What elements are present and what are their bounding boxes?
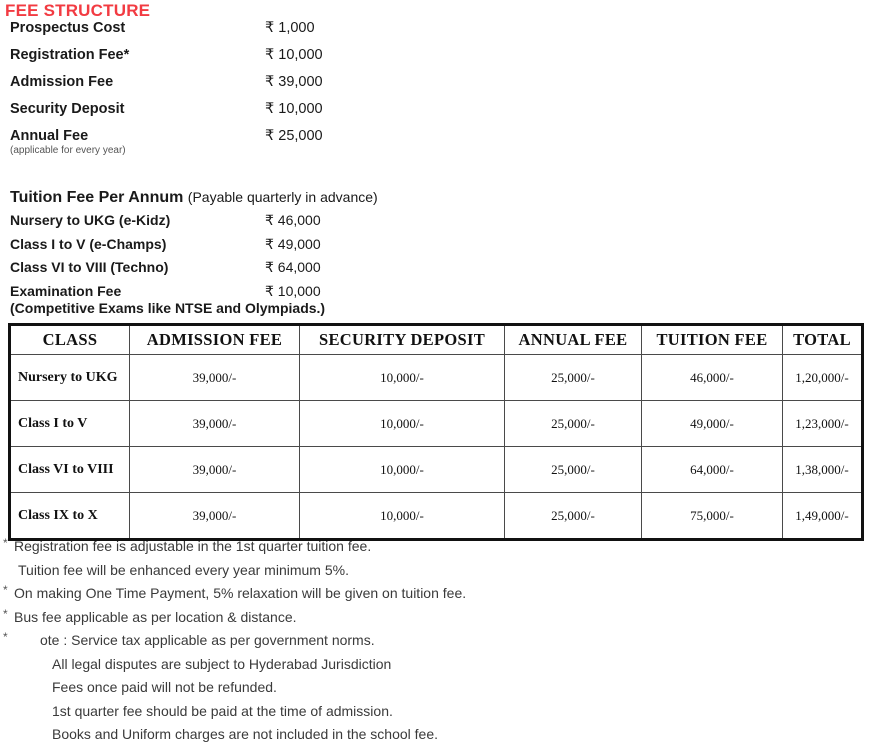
cell-annual: 25,000/- bbox=[505, 493, 642, 540]
cell-tuition: 75,000/- bbox=[642, 493, 783, 540]
fee-value: ₹ 10,000 bbox=[265, 47, 323, 63]
footnote-text: Fees once paid will not be refunded. bbox=[52, 679, 277, 695]
bullet-icon: * bbox=[3, 630, 8, 644]
cell-class: Class I to V bbox=[10, 401, 130, 447]
footnote-item bbox=[0, 703, 869, 727]
footnote-item bbox=[0, 606, 869, 633]
tuition-row-nursery bbox=[0, 212, 460, 236]
tuition-label: Class I to V (e-Champs) bbox=[10, 235, 167, 252]
table-row bbox=[10, 401, 863, 447]
cell-annual: 25,000/- bbox=[505, 355, 642, 401]
cell-annual: 25,000/- bbox=[505, 401, 642, 447]
bullet-icon: * bbox=[3, 606, 8, 621]
fee-label: Prospectus Cost bbox=[10, 20, 126, 36]
tuition-value: ₹ 49,000 bbox=[265, 235, 321, 252]
table-row bbox=[10, 355, 863, 401]
footnote-item bbox=[0, 585, 869, 609]
fee-row-annual bbox=[0, 128, 460, 162]
cell-total: 1,38,000/- bbox=[783, 447, 863, 493]
cell-security: 10,000/- bbox=[300, 355, 505, 401]
cell-security: 10,000/- bbox=[300, 447, 505, 493]
examination-note: (Competitive Exams like NTSE and Olympiads.) bbox=[10, 300, 326, 316]
cell-security: 10,000/- bbox=[300, 493, 505, 540]
tuition-value: ₹ 10,000 bbox=[265, 282, 321, 299]
cell-admission: 39,000/- bbox=[130, 401, 300, 447]
cell-class: Nursery to UKG bbox=[10, 355, 130, 401]
fee-label: Admission Fee bbox=[10, 74, 114, 90]
column-header-admission: ADMISSION FEE bbox=[130, 325, 300, 355]
fee-value: ₹ 10,000 bbox=[265, 101, 323, 117]
tuition-value: ₹ 46,000 bbox=[265, 212, 321, 228]
bullet-icon: * bbox=[3, 536, 8, 550]
bullet-icon: * bbox=[3, 583, 8, 597]
footnote-text: Books and Uniform charges are not included in the school fee. bbox=[52, 726, 439, 742]
tuition-row-class-1-5 bbox=[0, 236, 460, 260]
tuition-label: Class VI to VIII (Techno) bbox=[10, 259, 169, 275]
cell-security: 10,000/- bbox=[300, 401, 505, 447]
column-header-tuition: TUITION FEE bbox=[642, 325, 783, 355]
tuition-label: Nursery to UKG (e-Kidz) bbox=[10, 212, 171, 228]
footnote-item bbox=[0, 726, 869, 750]
fee-sublabel: (applicable for every year) bbox=[10, 145, 126, 156]
footnote-item bbox=[0, 538, 869, 562]
cell-tuition: 64,000/- bbox=[642, 447, 783, 493]
cell-total: 1,20,000/- bbox=[783, 355, 863, 401]
page-title: FEE STRUCTURE bbox=[5, 1, 151, 20]
fee-label: Security Deposit bbox=[10, 101, 125, 117]
cell-admission: 39,000/- bbox=[130, 493, 300, 540]
footnote-item bbox=[0, 679, 869, 703]
tuition-row-class-6-8 bbox=[0, 259, 460, 283]
tuition-heading bbox=[10, 189, 378, 207]
cell-total: 1,23,000/- bbox=[783, 401, 863, 447]
footnote-item bbox=[0, 562, 869, 586]
cell-tuition: 49,000/- bbox=[642, 401, 783, 447]
tuition-heading-note: (Payable quarterly in advance) bbox=[187, 189, 378, 205]
footnotes-list bbox=[0, 538, 869, 750]
tuition-fee-list bbox=[0, 212, 460, 306]
tuition-heading-text: Tuition Fee Per Annum bbox=[10, 189, 184, 206]
cell-total: 1,49,000/- bbox=[783, 493, 863, 540]
fee-row-security-deposit bbox=[0, 101, 460, 128]
footnote-item bbox=[0, 656, 869, 680]
cell-tuition: 46,000/- bbox=[642, 355, 783, 401]
fee-value: ₹ 39,000 bbox=[265, 74, 323, 90]
column-header-annual: ANNUAL FEE bbox=[505, 325, 642, 355]
tuition-label: Examination Fee bbox=[10, 282, 122, 299]
footnote-text: Registration fee is adjustable in the 1st quarter tuition fee. bbox=[14, 538, 372, 554]
cell-class: Class IX to X bbox=[10, 493, 130, 540]
fee-value: ₹ 25,000 bbox=[265, 128, 323, 144]
fee-row-registration bbox=[0, 47, 460, 74]
fee-value: ₹ 1,000 bbox=[265, 20, 315, 36]
fee-label: Registration Fee* bbox=[10, 47, 130, 63]
cell-admission: 39,000/- bbox=[130, 355, 300, 401]
fee-summary-table bbox=[8, 323, 864, 541]
footnote-text: ote : Service tax applicable as per government norms. bbox=[40, 632, 375, 648]
fee-label: Annual Fee bbox=[10, 128, 89, 144]
cell-annual: 25,000/- bbox=[505, 447, 642, 493]
footnote-item-note bbox=[0, 632, 869, 656]
footnote-text: Bus fee applicable as per location & distance. bbox=[14, 608, 297, 625]
fee-row-admission bbox=[0, 74, 460, 101]
column-header-total: TOTAL bbox=[783, 325, 863, 355]
column-header-class: CLASS bbox=[10, 325, 130, 355]
cell-admission: 39,000/- bbox=[130, 447, 300, 493]
fee-row-prospectus bbox=[0, 20, 460, 47]
table-row bbox=[10, 447, 863, 493]
table-header-row bbox=[10, 325, 863, 355]
cell-class: Class VI to VIII bbox=[10, 447, 130, 493]
tuition-value: ₹ 64,000 bbox=[265, 259, 321, 275]
column-header-security: SECURITY DEPOSIT bbox=[300, 325, 505, 355]
fee-structure-list bbox=[0, 20, 460, 162]
footnote-text: On making One Time Payment, 5% relaxation will be given on tuition fee. bbox=[14, 585, 467, 601]
table-row bbox=[10, 493, 863, 540]
footnote-text: All legal disputes are subject to Hyderabad Jurisdiction bbox=[52, 655, 392, 672]
footnote-text: 1st quarter fee should be paid at the time of admission. bbox=[52, 702, 393, 719]
footnote-text: Tuition fee will be enhanced every year minimum 5%. bbox=[18, 561, 349, 578]
